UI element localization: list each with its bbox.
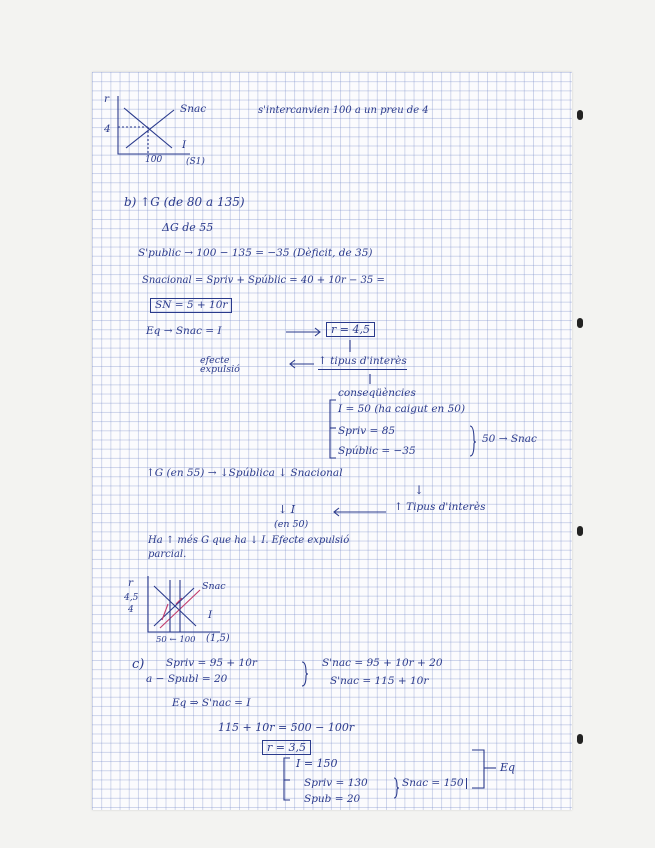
part-b-snacional: Snacional = Spriv + Spúblic = 40 + 10r − 35 = — [142, 275, 385, 286]
graph-2-snac-label: Snac — [202, 581, 226, 592]
eq-bracket — [470, 748, 500, 792]
graph-2-y2: 4 — [128, 605, 134, 615]
part-c-brace — [300, 660, 310, 688]
part-c-eq-label: Eq — [500, 761, 516, 774]
part-c-small-brace — [392, 776, 400, 800]
top-graph-s1-label: (S1) — [186, 157, 205, 167]
part-b-en50: (en 50) — [274, 519, 309, 530]
part-c-r-box: r = 3,5 — [262, 740, 311, 755]
part-b-tipus: ↑ tipus d'interès — [318, 356, 407, 370]
part-c-snac2: S'nac = 115 + 10r — [330, 675, 429, 687]
consequence-spublic: Spúblic = −35 — [338, 445, 416, 457]
part-b-conclusion-2: parcial. — [148, 549, 187, 560]
part-b-delta: ΔG de 55 — [162, 221, 214, 234]
eq-arrow — [284, 326, 324, 338]
part-b-effect: efecte expulsió — [200, 355, 240, 375]
binder-hole — [577, 526, 583, 536]
part-c-spubl: a − Spubl = 20 — [146, 673, 228, 685]
consequence-i: I = 50 (ha caigut en 50) — [338, 403, 466, 415]
graph-2-y1: 4,5 — [124, 593, 139, 603]
r-connector — [346, 338, 356, 354]
part-c-bracket — [280, 756, 296, 804]
tipus-connector — [366, 372, 376, 386]
consequence-result: 50 → Snac — [482, 433, 537, 445]
consequence-spriv: Spriv = 85 — [338, 425, 396, 437]
part-b-spublic: S'public → 100 − 135 = −35 (Dèficit, de 35) — [138, 247, 373, 259]
graph-2-i-label: I — [208, 609, 213, 621]
consequence-brace — [468, 424, 478, 458]
part-c-spriv-val: Spriv = 130 — [304, 777, 368, 789]
part-c-equation: 115 + 10r = 500 − 100r — [218, 721, 355, 734]
part-c-eq: Eq ⇒ S'nac = I — [172, 697, 251, 709]
part-c-i: I = 150 — [296, 757, 338, 770]
top-note: s'intercanvien 100 a un preu de 4 — [258, 105, 429, 116]
chain-arrow — [330, 506, 390, 518]
part-b-i-down: ↓ I — [278, 503, 296, 516]
part-b-chain: ↑G (en 55) → ↓Spública ↓ Snacional — [146, 467, 343, 479]
part-b-tipus2: ↑ Tipus d'interès — [394, 501, 486, 513]
part-b-r-box: r = 4,5 — [326, 322, 375, 337]
graph-2-x-labels: 50 ← 100 — [156, 635, 196, 645]
effect-arrow — [286, 358, 316, 370]
part-b-consequencies: conseqüències — [338, 387, 416, 399]
top-graph-snac-label: Snac — [180, 103, 207, 115]
part-c-snac-val: Snac = 150 — [402, 778, 467, 789]
top-graph-4-label: 4 — [104, 123, 111, 135]
top-graph-100-label: 100 — [145, 155, 163, 165]
top-graph-i-label: I — [182, 139, 187, 151]
part-b-sn-box: SN = 5 + 10r — [150, 298, 232, 313]
part-c-heading: c) — [132, 657, 145, 672]
binder-hole — [577, 110, 583, 120]
part-c-snac1: S'nac = 95 + 10r + 20 — [322, 657, 443, 669]
graph-2-r-label: r — [128, 577, 134, 589]
binder-hole — [577, 734, 583, 744]
part-c-spriv: Spriv = 95 + 10r — [166, 657, 257, 669]
part-b-conclusion-1: Ha ↑ més G que ha ↓ I. Efecte expulsió — [148, 535, 350, 546]
graph-2-point: (1,5) — [206, 633, 230, 644]
part-b-heading: b) ↑G (de 80 a 135) — [124, 195, 245, 209]
part-c-spub-val: Spub = 20 — [304, 793, 361, 805]
chain-down-arrow: ↓ — [414, 483, 425, 497]
top-graph-r-label: r — [104, 93, 110, 105]
binder-hole — [577, 318, 583, 328]
part-b-eq: Eq → Snac = I — [146, 325, 222, 337]
